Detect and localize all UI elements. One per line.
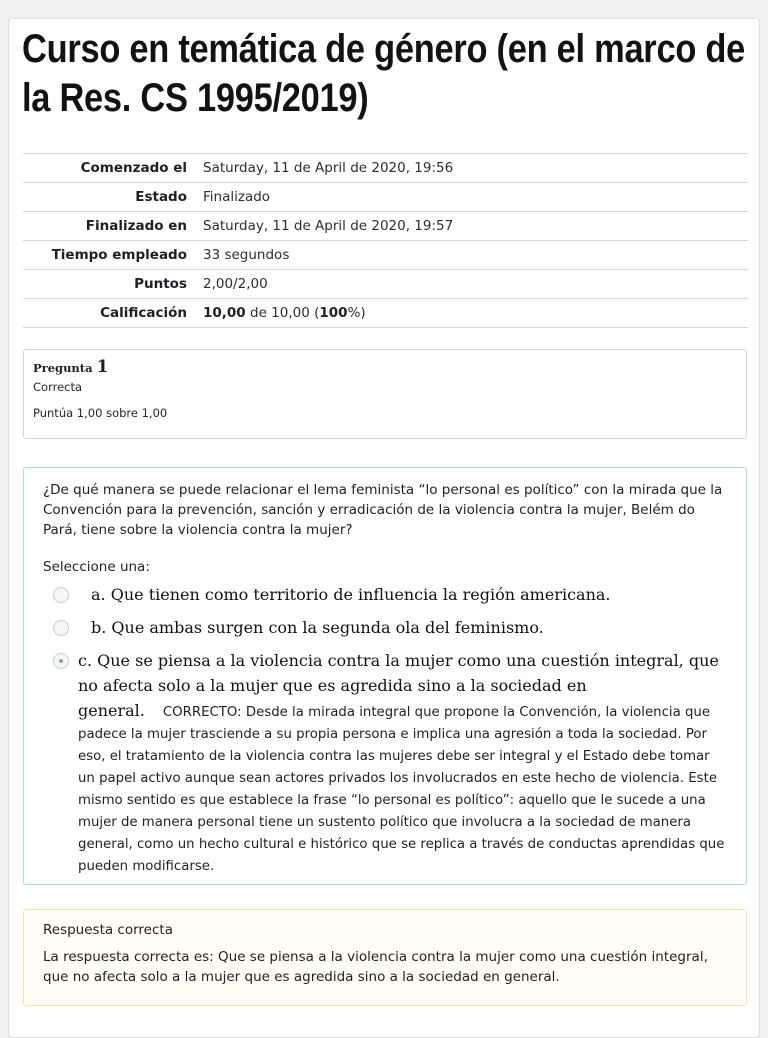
right-answer-panel — [23, 909, 747, 1006]
time-label: Tiempo empleado — [51, 247, 187, 263]
state-value: Finalizado — [203, 189, 271, 205]
started-value: Saturday, 11 de April de 2020, 19:56 — [203, 160, 454, 176]
finished-value: Saturday, 11 de April de 2020, 19:57 — [203, 218, 454, 234]
answer-option-a-text: a. Que tienen como territorio de influencia la región americana. — [91, 585, 611, 604]
attempt-summary-table — [23, 153, 748, 328]
grade-out-of: de 10,00 ( — [245, 305, 320, 321]
answer-option-a[interactable] — [43, 582, 727, 607]
radio-option-c-selected[interactable] — [53, 653, 69, 669]
points-label: Puntos — [134, 276, 187, 292]
grade-percent: 100 — [319, 305, 348, 321]
finished-label: Finalizado en — [85, 218, 187, 234]
summary-row-grade — [23, 299, 748, 328]
answer-option-c[interactable] — [43, 648, 727, 877]
radio-option-b[interactable] — [53, 620, 69, 636]
summary-row-finished — [23, 212, 748, 241]
right-answer-title: Respuesta correcta — [43, 922, 173, 938]
question-content — [23, 467, 747, 885]
answer-feedback: CORRECTO: Desde la mirada integral que propone la Convención, la violencia que padece la mujer trasciende a su propia persona e implica una agresión a toda la sociedad. Por eso, el tratamiento de la violencia contra las mujeres debe ser integral y el Estado debe tomar un papel activo aunque sean actores privados los involucrados en este hecho de violencia. Este mismo sentido es que establece la frase “lo personal es político”: aquello que le sucede a una mujer de manera personal tiene un sustento político que involucra a la sociedad de manera general, como un hecho cultural e histórico que se replica a través de conductas aprendidas que pueden modificarse. — [78, 705, 725, 874]
summary-row-started — [23, 154, 748, 183]
question-info-panel — [23, 349, 747, 439]
summary-row-state — [23, 183, 748, 212]
started-label: Comenzado el — [80, 160, 187, 176]
time-value: 33 segundos — [203, 247, 290, 263]
select-one-label: Seleccione una: — [43, 559, 150, 575]
summary-row-points — [23, 270, 748, 299]
grade-score: 10,00 — [203, 305, 246, 321]
question-state: Correcta — [33, 380, 83, 394]
question-prompt: ¿De qué manera se puede relacionar el lema feminista “lo personal es político” con la mirada que la Convención para la prevención, sanción y erradicación de la violencia contra la mujer, Belém do Pará, tiene sobre la violencia contra la mujer? — [43, 482, 723, 538]
answer-option-b-text: b. Que ambas surgen con la segunda ola del feminismo. — [91, 618, 544, 637]
question-number-value: 1 — [96, 357, 109, 377]
question-number — [33, 358, 737, 377]
quiz-review-page — [8, 18, 760, 1038]
grade-value — [203, 305, 366, 321]
answer-option-b[interactable] — [43, 615, 727, 640]
state-label: Estado — [135, 189, 187, 205]
answer-option-c-text: c. Que se piensa a la violencia contra la mujer como una cuestión integral, que no afecta solo a la mujer que es agredida sino a la sociedad en general. — [78, 651, 719, 720]
grade-label: Calificación — [100, 305, 187, 321]
summary-row-time — [23, 241, 748, 270]
radio-option-a[interactable] — [53, 587, 69, 603]
points-value: 2,00/2,00 — [203, 276, 268, 292]
right-answer-text: La respuesta correcta es: Que se piensa a la violencia contra la mujer como una cuestión integral, que no afecta solo a la mujer que es agredida sino a la sociedad en general. — [43, 949, 708, 985]
question-label: Pregunta — [33, 361, 93, 375]
grade-percent-sign: %) — [347, 305, 366, 321]
question-grade: Puntúa 1,00 sobre 1,00 — [33, 406, 168, 420]
page-title: Curso en temática de género (en el marco de la Res. CS 1995/2019) — [22, 27, 746, 120]
